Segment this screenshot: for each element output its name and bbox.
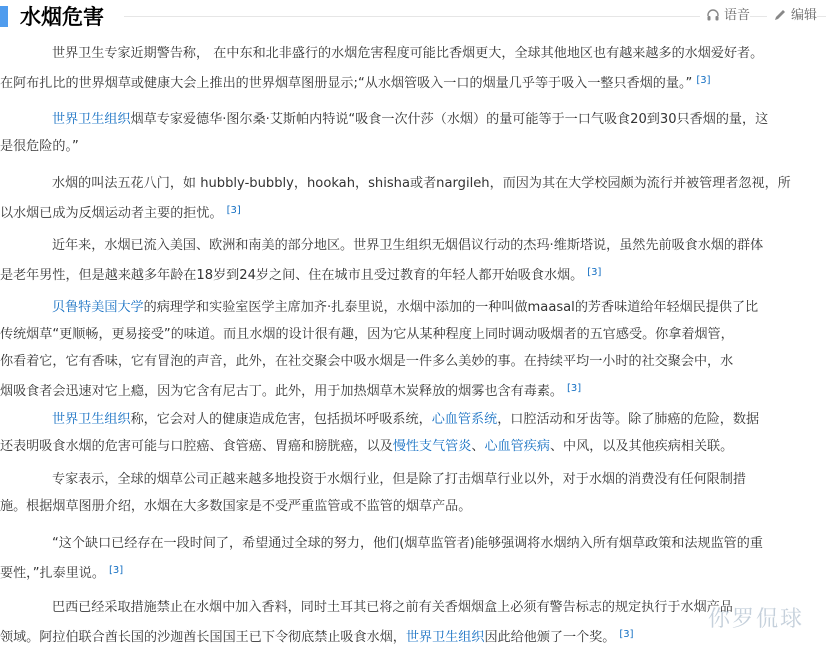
text-run: 施。根据烟草图册介绍，水烟在大多数国家是不受严重监管或不监管的烟草产品。 [0,499,472,514]
text-run: 巴西已经采取措施禁止在水烟中加入香料，同时土耳其已将之前有关香烟烟盒上必须有警告标志的规定执行于水烟产品 [52,600,733,615]
paragraph-line [0,493,471,520]
paragraph-line [0,348,733,375]
text-run: 要性，”扎泰里说。 [0,566,105,581]
voice-button[interactable] [700,7,750,28]
edit-label: 编辑 [791,8,818,23]
text-run: 近年来，水烟已流入美国、欧洲和南美的部分地区。世界卫生组织无烟倡议行动的杰玛·维斯塔说，虽然先前吸食水烟的群体 [52,238,764,253]
text-run: 、中风，以及其他疾病相关联。 [549,439,734,454]
text-run: 是很危险的。” [0,139,79,154]
citation-ref[interactable]: [3] [619,629,634,640]
citation-ref[interactable]: [3] [567,383,582,394]
wiki-link[interactable]: 世界卫生组织 [52,112,131,127]
section-header [0,0,826,34]
paragraph-line [0,197,241,227]
paragraph-line [52,232,763,259]
paragraph-line [52,106,768,133]
text-run: 是老年男性，但是越来越多年龄在18岁到24岁之间、住在城市且受过教育的年轻人都开始吸食水烟。 [0,268,584,283]
paragraph-line [52,594,733,621]
citation-ref[interactable]: [3] [696,75,711,86]
citation-ref[interactable]: [3] [226,205,241,216]
text-run: 称，它会对人的健康造成危害，包括损坏呼吸系统， [130,412,432,427]
citation-ref[interactable]: [3] [587,267,602,278]
paragraph-line [0,259,601,289]
paragraph-line [0,621,634,647]
text-run: 水烟的叫法五花八门，如 hubbly-bubbly，hookah，shisha或者nargileh，而因为其在大学校园颇为流行并被管理者忽视，所 [52,176,791,191]
headphones-icon [706,8,720,28]
wiki-link[interactable]: 贝鲁特美国大学 [52,300,144,315]
paragraph-line [0,433,733,460]
text-run: 因此给他颁了一个奖。 [484,630,616,645]
wiki-link[interactable]: 心血管疾病 [484,439,550,454]
text-run: 传统烟草“更顺畅，更易接受”的味道。而且水烟的设计很有趣，因为它从某种程度上同时调动吸烟者的五官感受。你拿着烟管， [0,327,734,342]
text-run: 专家表示，全球的烟草公司正越来越多地投资于水烟行业，但是除了打击烟草行业以外，对于水烟的消费没有任何限制措 [52,472,746,487]
text-run: ，口腔活动和牙齿等。除了肺癌的危险，数据 [497,412,760,427]
citation-ref[interactable]: [3] [108,565,124,576]
paragraph-line [52,170,791,197]
section-title: 水烟危害 [20,5,104,29]
text-run: 烟草专家爱德华·图尔桑·艾斯帕内特说“吸食一次什莎（水烟）的量可能等于一口气吸食20到30只香烟的量，这 [130,112,769,127]
text-run: “这个缺口已经存在一段时间了，希望通过全球的努力，他们(烟草监管者)能够强调将水烟纳入所有烟草政策和法规监管的重 [52,536,763,551]
text-run: 领域。阿拉伯联合酋长国的沙迦酋长国国王已下令彻底禁止吸食水烟， [0,630,406,645]
text-run: 世界卫生专家近期警告称， 在中东和北非盛行的水烟危害程度可能比香烟更大，全球其他地区也有越来越多的水烟爱好者。 [52,46,764,61]
watermark-text: 你罗侃球 [708,607,805,632]
paragraph-line [0,67,710,97]
edit-button[interactable] [767,7,817,28]
paragraph-line [0,133,79,160]
paragraph-line [0,375,581,405]
paragraph-line [0,557,123,587]
text-run: 以水烟已成为反烟运动者主要的拒忧。 [0,206,223,221]
paragraph-line [52,406,759,433]
pencil-icon [773,8,787,28]
text-run: 还表明吸食水烟的危害可能与口腔癌、食管癌、胃癌和膀胱癌，以及 [0,439,393,454]
paragraph-line [0,321,734,348]
paragraph-line [52,530,763,557]
text-run: 的病理学和实验室医学主席加齐·扎泰里说，水烟中添加的一种叫做maasal的芳香味道给年轻烟民提供了比 [143,300,759,315]
wiki-link[interactable]: 世界卫生组织 [52,412,131,427]
paragraph-line [52,466,746,493]
text-run: 在阿布扎比的世界烟草或健康大会上推出的世界烟草图册显示;“从水烟管吸入一口的烟量几乎等于吸入一整只香烟的量。” [0,76,693,91]
text-run: 你看着它，它有香味，它有冒泡的声音，此外，在社交聚会中吸水烟是一件多么美妙的事。在持续平均一小时的社交聚会中，水 [0,354,734,369]
paragraph-line [52,40,763,67]
section-accent-bar [0,6,8,27]
text-run: 烟吸食者会迅速对它上瘾，因为它含有尼古丁。此外，用于加热烟草木炭释放的烟雾也含有毒素。 [0,384,564,399]
voice-label: 语音 [724,8,751,23]
wiki-link[interactable]: 世界卫生组织 [405,630,485,645]
paragraph-line [52,294,758,321]
wiki-link[interactable]: 心血管系统 [431,412,498,427]
text-run: 、 [471,439,485,454]
wiki-link[interactable]: 慢性支气管炎 [392,439,472,454]
